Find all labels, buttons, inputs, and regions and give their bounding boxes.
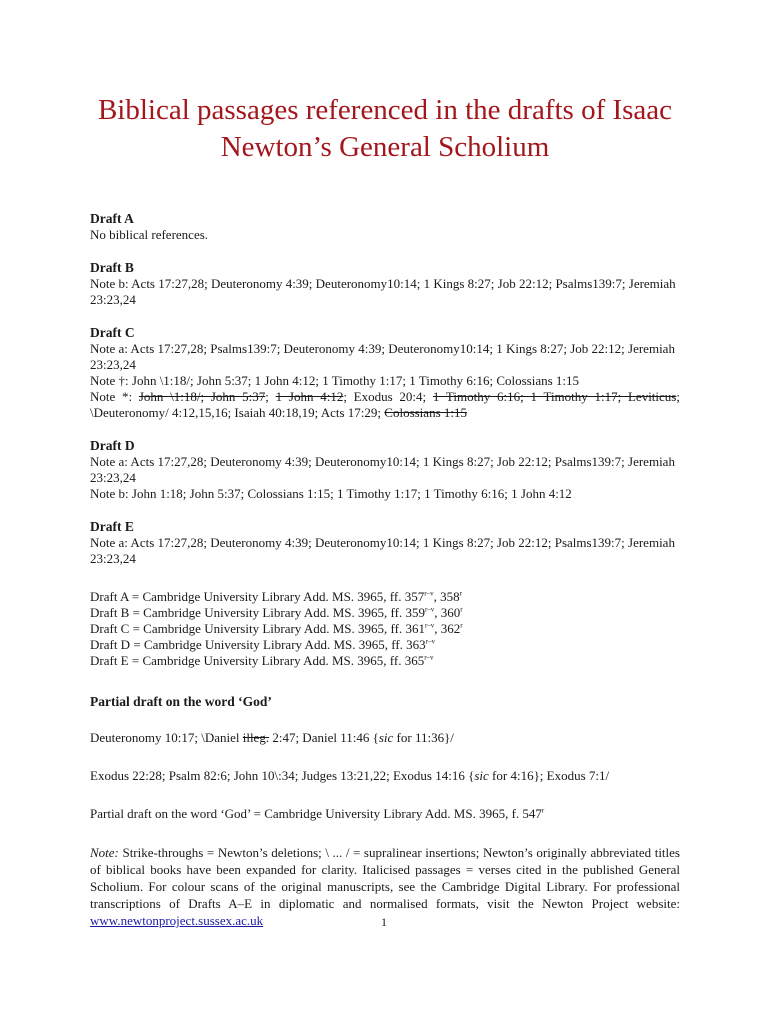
folio-superscript: r [459, 589, 462, 598]
partial-draft-paragraph [90, 806, 680, 822]
reference-line [90, 341, 680, 373]
reference-line [90, 373, 680, 389]
text-segment: Draft E = Cambridge University Library Add. MS. 3965, ff. 365 [90, 653, 425, 668]
text-segment: Partial draft on the word ‘God’ = Cambridge University Library Add. MS. 3965, f. 547 [90, 806, 542, 821]
folio-superscript: r–v [424, 605, 435, 614]
struck-text: 1 John 4:12 [275, 389, 344, 404]
manuscript-list [90, 589, 680, 669]
text-segment: ; Exodus 20:4; [343, 389, 433, 404]
manuscript-line [90, 653, 680, 669]
text-segment: Draft B = Cambridge University Library Add. MS. 3965, ff. 359 [90, 605, 425, 620]
page-number: 1 [381, 915, 387, 929]
text-segment: , 360 [434, 605, 461, 620]
folio-superscript: r [460, 621, 463, 630]
text-segment: ; [265, 389, 276, 404]
manuscript-line [90, 605, 680, 621]
text-segment: Draft D = Cambridge University Library Add. MS. 3965, ff. 363 [90, 637, 426, 652]
text-segment: Draft A = Cambridge University Library Add. MS. 3965, ff. 357 [90, 589, 425, 604]
reference-line [90, 454, 680, 486]
partial-draft-paragraph [90, 768, 680, 784]
text-segment: No biblical references. [90, 227, 209, 242]
draft-section [90, 518, 680, 567]
struck-text: 1 Timothy 6:16; 1 Timothy 1:17; Leviticus [432, 389, 677, 404]
struck-text: illeg. [242, 730, 270, 745]
folio-superscript: r–v [424, 621, 435, 630]
draft-heading: Draft B [90, 260, 134, 275]
text-segment: Note †: John \1:18/; John 5:37; 1 John 4:12; 1 Timothy 1:17; 1 Timothy 6:16; Colossians 1:15 [90, 373, 580, 388]
italic-text: sic [474, 768, 489, 783]
draft-heading: Draft C [90, 325, 135, 340]
text-segment: 2:47; Daniel 11:46 { [269, 730, 379, 745]
draft-heading: Draft E [90, 519, 134, 534]
struck-text: Colossians 1:15 [384, 405, 467, 420]
text-segment: Note a: Acts 17:27,28; Psalms139:7; Deuteronomy 4:39; Deuteronomy10:14; 1 Kings 8:27; Job 22:12; Jeremiah 23:23,24 [90, 341, 675, 372]
text-segment: Note b: Acts 17:27,28; Deuteronomy 4:39; Deuteronomy10:14; 1 Kings 8:27; Job 22:12; Psalms139:7; Jeremiah 23:23,24 [90, 276, 676, 307]
draft-section [90, 437, 680, 502]
text-segment: Strike-throughs = Newton’s deletions; \ ... / = supralinear insertions; Newton’s originally abbreviated titles of biblical books have been expanded for clarity. Italicised passages = verses cited in the published General Scholium. For colour scans of the original manuscripts, see the Cambridge Digital Library. For professional transcriptions of Drafts A–E in diplomatic and normalised formats, visit the Newton Project website: [90, 845, 680, 911]
text-segment: Note a: Acts 17:27,28; Deuteronomy 4:39; Deuteronomy10:14; 1 Kings 8:27; Job 22:12; Psalms139:7; Jeremiah 23:23,24 [90, 454, 675, 485]
draft-section [90, 259, 680, 308]
draft-heading: Draft D [90, 438, 135, 453]
manuscript-line [90, 589, 680, 605]
partial-draft-section [90, 693, 680, 710]
reference-line [90, 486, 680, 502]
text-segment: ; \Deuteronomy/ 4:12,15,16; Isaiah 40:18,19; Acts 17:29; [90, 389, 680, 420]
folio-superscript: r–v [424, 589, 434, 598]
draft-sections [90, 210, 680, 567]
reference-line [90, 389, 680, 421]
text-segment: , 358 [433, 589, 460, 604]
italic-text: sic [378, 730, 394, 745]
partial-draft-heading: Partial draft on the word ‘God’ [90, 694, 272, 709]
manuscript-line [90, 621, 680, 637]
reference-line [90, 535, 680, 567]
page-title: Biblical passages referenced in the drafts of Isaac Newton’s General Scholium [97, 94, 673, 163]
text-segment: Note *: [90, 389, 139, 404]
folio-superscript: r–v [424, 653, 434, 662]
reference-line [90, 276, 680, 308]
manuscript-line [90, 637, 680, 653]
text-segment: Draft C = Cambridge University Library Add. MS. 3965, ff. 361 [90, 621, 425, 636]
text-segment: Deuteronomy 10:17; \Daniel [90, 730, 243, 745]
folio-superscript: r [460, 605, 463, 614]
newton-project-link[interactable]: www.newtonproject.sussex.ac.uk [90, 913, 264, 928]
folio-superscript: r [541, 806, 545, 815]
folio-superscript: r–v [425, 637, 436, 646]
italic-text: Note: [90, 845, 119, 860]
reference-line [90, 227, 680, 243]
draft-heading: Draft A [90, 211, 134, 226]
text-segment: , 362 [434, 621, 461, 636]
text-segment: for 4:16}; Exodus 7:1/ [488, 768, 610, 783]
draft-section [90, 324, 680, 421]
text-segment: Note b: John 1:18; John 5:37; Colossians 1:15; 1 Timothy 1:17; 1 Timothy 6:16; 1 John 4:12 [90, 486, 572, 501]
draft-section [90, 210, 680, 243]
partial-draft-paragraph [90, 730, 680, 746]
partial-draft-paragraphs [90, 730, 680, 822]
text-segment: Note a: Acts 17:27,28; Deuteronomy 4:39; Deuteronomy10:14; 1 Kings 8:27; Job 22:12; Psalms139:7; Jeremiah 23:23,24 [90, 535, 675, 566]
struck-text: John \1:18/; John 5:37 [138, 389, 266, 404]
text-segment: for 11:36}/ [393, 730, 454, 745]
text-segment: Exodus 22:28; Psalm 82:6; John 10\:34; Judges 13:21,22; Exodus 14:16 { [90, 768, 475, 783]
